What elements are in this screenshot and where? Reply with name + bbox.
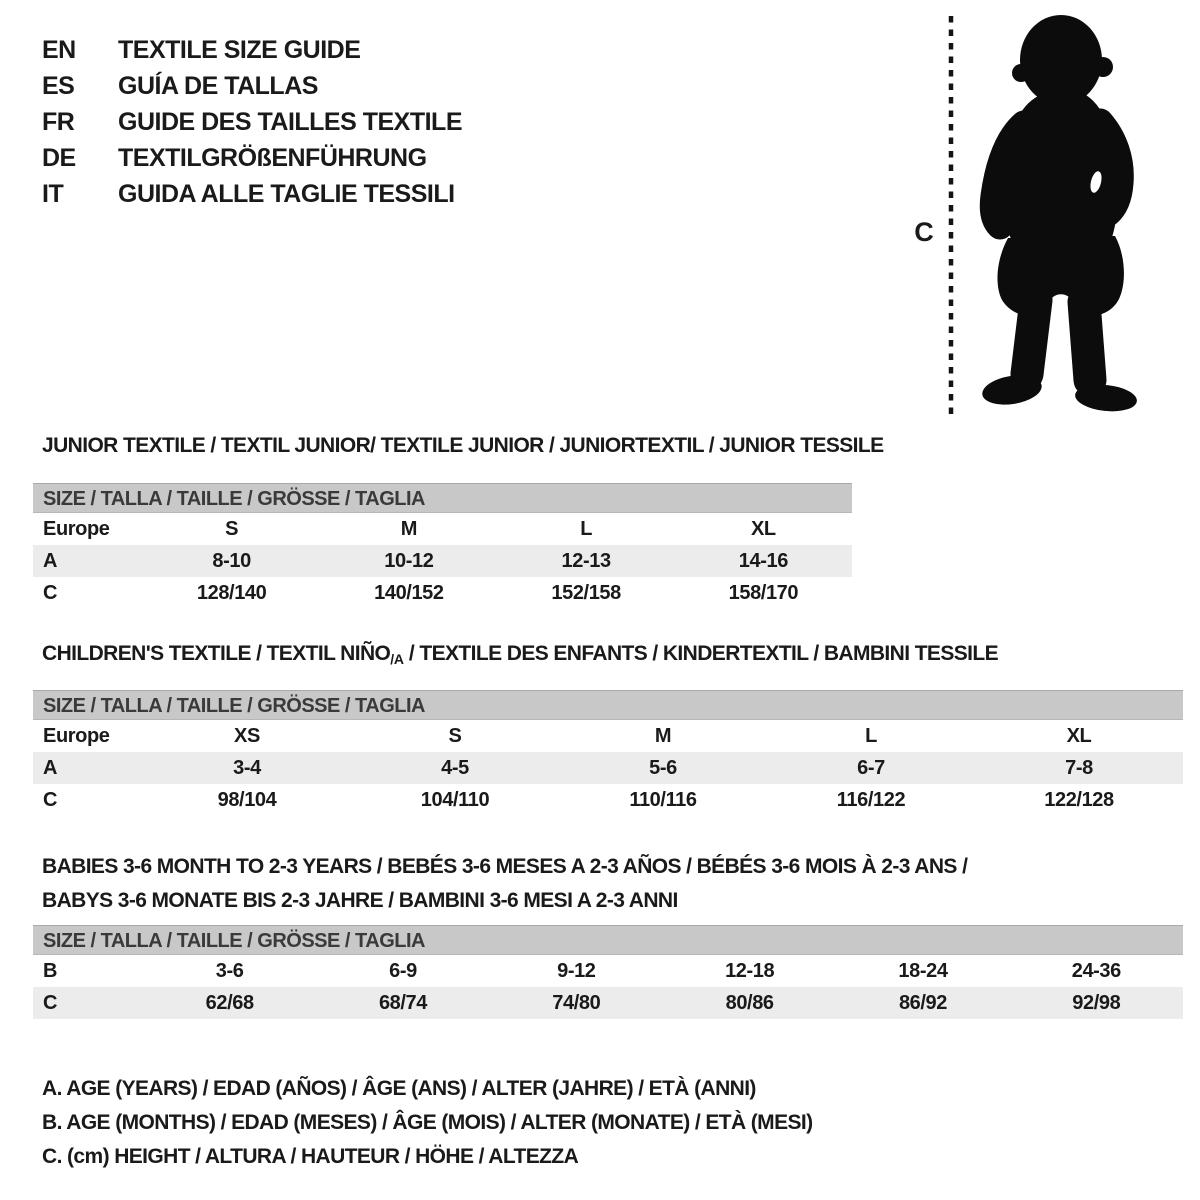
table-row bbox=[33, 955, 1183, 987]
toddler-silhouette-figure bbox=[900, 0, 1200, 440]
babies-size-table bbox=[33, 925, 1183, 1019]
month-cell: 6-9 bbox=[389, 960, 417, 982]
row-label: Europe bbox=[43, 725, 110, 747]
size-cell: M bbox=[654, 725, 672, 747]
lang-row-fr bbox=[42, 104, 462, 140]
babies-section-heading bbox=[42, 850, 967, 918]
row-label: C bbox=[43, 582, 58, 604]
lang-row-en bbox=[42, 32, 462, 68]
lang-row-it bbox=[42, 176, 462, 212]
junior-size-header-bar: SIZE / TALLA / TAILLE / GRÖSSE / TAGLIA bbox=[33, 483, 852, 513]
lang-title-es: GUÍA DE TALLAS bbox=[118, 72, 318, 100]
size-cell: XL bbox=[1066, 725, 1092, 747]
lang-code-it: IT bbox=[42, 180, 64, 208]
table-row bbox=[33, 577, 852, 609]
lang-code-es: ES bbox=[42, 72, 75, 100]
age-cell: 5-6 bbox=[649, 757, 677, 779]
lang-row-es bbox=[42, 68, 462, 104]
table-row bbox=[33, 987, 1183, 1019]
height-cell: 98/104 bbox=[217, 789, 277, 811]
height-cell: 128/140 bbox=[196, 582, 267, 604]
children-heading-sub: /A bbox=[390, 651, 404, 667]
age-cell: 4-5 bbox=[441, 757, 469, 779]
babies-heading-line1: BABIES 3-6 MONTH TO 2-3 YEARS / BEBÉS 3-6 MESES A 2-3 AÑOS / BÉBÉS 3-6 MOIS À 2-3 ANS / bbox=[42, 855, 968, 878]
lang-row-de bbox=[42, 140, 462, 176]
legend-line-b: B. AGE (MONTHS) / EDAD (MESES) / ÂGE (MOIS) / ALTER (MONATE) / ETÀ (MESI) bbox=[42, 1111, 813, 1134]
row-label: C bbox=[43, 992, 58, 1014]
lang-title-fr: GUIDE DES TAILLES TEXTILE bbox=[118, 108, 463, 136]
size-cell: L bbox=[865, 725, 877, 747]
age-cell: 6-7 bbox=[857, 757, 885, 779]
row-label: Europe bbox=[43, 518, 110, 540]
row-label: A bbox=[43, 757, 58, 779]
age-cell: 3-4 bbox=[233, 757, 261, 779]
children-size-header-bar: SIZE / TALLA / TAILLE / GRÖSSE / TAGLIA bbox=[33, 690, 1183, 720]
height-cell: 68/74 bbox=[378, 992, 428, 1014]
height-cell: 74/80 bbox=[552, 992, 601, 1014]
height-cell: 140/152 bbox=[374, 582, 444, 604]
baby-silhouette-icon bbox=[980, 15, 1138, 414]
table-row bbox=[33, 545, 852, 577]
children-size-table bbox=[33, 690, 1183, 816]
row-label: C bbox=[43, 789, 58, 811]
month-cell: 9-12 bbox=[557, 960, 596, 982]
height-cell: 158/170 bbox=[728, 582, 799, 604]
table-row bbox=[33, 513, 852, 545]
language-title-block bbox=[42, 32, 462, 212]
height-measure-label: C bbox=[914, 217, 934, 247]
age-cell: 14-16 bbox=[738, 550, 788, 572]
age-cell: 8-10 bbox=[212, 550, 251, 572]
height-cell: 122/128 bbox=[1044, 789, 1114, 811]
height-cell: 116/122 bbox=[836, 789, 906, 811]
children-heading-part1: CHILDREN'S TEXTILE / TEXTIL NIÑO bbox=[42, 642, 391, 665]
row-label: B bbox=[43, 960, 58, 982]
height-cell: 110/116 bbox=[629, 789, 697, 811]
age-cell: 12-13 bbox=[561, 550, 611, 572]
size-cell: L bbox=[580, 518, 593, 540]
height-cell: 80/86 bbox=[725, 992, 774, 1014]
age-cell: 10-12 bbox=[384, 550, 434, 572]
size-cell: S bbox=[448, 725, 462, 747]
size-cell: M bbox=[400, 518, 417, 540]
children-section-heading bbox=[42, 642, 998, 667]
lang-title-de: TEXTILGRÖßENFÜHRUNG bbox=[118, 144, 427, 172]
row-label: A bbox=[43, 550, 58, 572]
legend-line-c: C. (cm) HEIGHT / ALTURA / HAUTEUR / HÖHE / ALTEZZA bbox=[42, 1145, 579, 1168]
month-cell: 24-36 bbox=[1071, 960, 1121, 982]
height-cell: 104/110 bbox=[420, 789, 490, 811]
children-heading-part2: / TEXTILE DES ENFANTS / KINDERTEXTIL / BAMBINI TESSILE bbox=[403, 642, 999, 665]
size-cell: XS bbox=[234, 725, 260, 747]
table-row bbox=[33, 784, 1183, 816]
height-cell: 62/68 bbox=[205, 992, 254, 1014]
table-row bbox=[33, 752, 1183, 784]
size-cell: S bbox=[225, 518, 239, 540]
lang-code-de: DE bbox=[42, 144, 76, 172]
height-cell: 92/98 bbox=[1072, 992, 1121, 1014]
legend-block bbox=[42, 1072, 813, 1174]
month-cell: 18-24 bbox=[898, 960, 948, 982]
height-cell: 86/92 bbox=[898, 992, 947, 1014]
age-cell: 7-8 bbox=[1065, 757, 1093, 779]
babies-size-header-bar: SIZE / TALLA / TAILLE / GRÖSSE / TAGLIA bbox=[33, 925, 1183, 955]
lang-title-it: GUIDA ALLE TAGLIE TESSILI bbox=[118, 180, 455, 208]
size-cell: XL bbox=[750, 518, 776, 540]
babies-heading-line2: BABYS 3-6 MONATE BIS 2-3 JAHRE / BAMBINI 3-6 MESI A 2-3 ANNI bbox=[42, 889, 678, 912]
month-cell: 12-18 bbox=[725, 960, 775, 982]
lang-title-en: TEXTILE SIZE GUIDE bbox=[118, 36, 361, 64]
height-cell: 152/158 bbox=[551, 582, 621, 604]
lang-code-fr: FR bbox=[42, 108, 75, 136]
table-row bbox=[33, 720, 1183, 752]
legend-line-a: A. AGE (YEARS) / EDAD (AÑOS) / ÂGE (ANS) / ALTER (JAHRE) / ETÀ (ANNI) bbox=[42, 1077, 756, 1100]
lang-code-en: EN bbox=[42, 36, 76, 64]
junior-section-heading: JUNIOR TEXTILE / TEXTIL JUNIOR/ TEXTILE JUNIOR / JUNIORTEXTIL / JUNIOR TESSILE bbox=[42, 434, 884, 457]
junior-size-table bbox=[33, 483, 852, 609]
month-cell: 3-6 bbox=[215, 960, 244, 982]
